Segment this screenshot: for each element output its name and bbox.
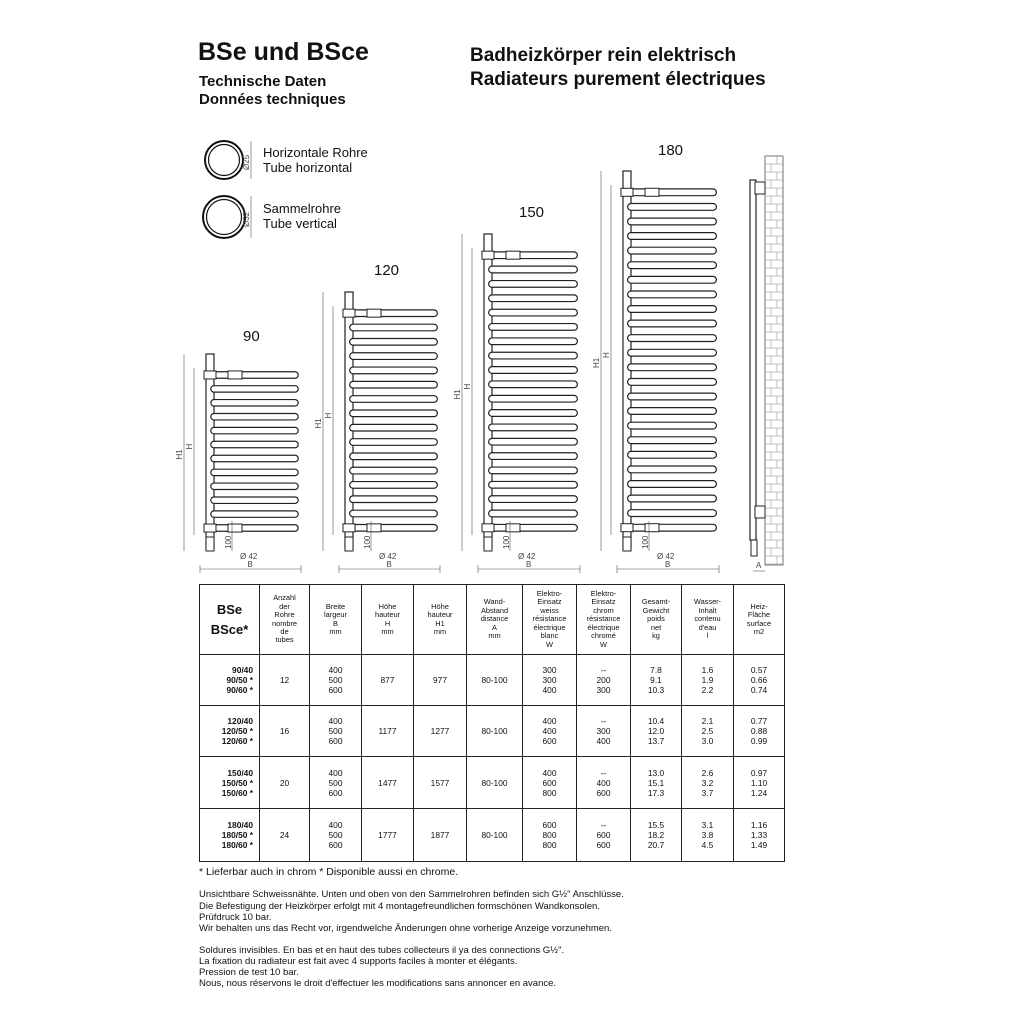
header-height-h: Höhe hauteur H mm	[362, 585, 414, 655]
wall-bracket	[645, 188, 659, 196]
cell-wall-distance: 80-100	[467, 809, 523, 862]
header-tubes: Anzahl der Rohre nombre de tubes	[260, 585, 310, 655]
model-label-180: 180	[658, 142, 684, 159]
wall-bracket	[645, 524, 659, 532]
table-row	[200, 706, 785, 757]
cell-height-h: 877	[362, 655, 414, 706]
spec-table	[199, 584, 785, 862]
header-model: BSe BSce*	[200, 585, 260, 655]
dim-label-b: B	[247, 560, 253, 569]
brick-wall	[765, 156, 783, 565]
page-title: BSe und BSce	[198, 38, 369, 66]
cell-surface: 0.77 0.88 0.99	[734, 706, 785, 757]
header-weight: Gesamt- Gewicht poids net kg	[631, 585, 682, 655]
horizontal-tubes-inner	[492, 255, 574, 528]
cell-weight: 15.5 18.2 20.7	[631, 809, 682, 862]
cell-widths: 400 500 600	[310, 706, 362, 757]
note-line-fr: Nous, nous réservons le droit d'effectuer les modifications sans annoncer en avance.	[199, 978, 557, 989]
cell-height-h1: 977	[414, 655, 467, 706]
dim-label-h1: H1	[453, 389, 462, 400]
horizontal-tubes	[214, 375, 295, 528]
cell-element-chrome: -- 600 600	[577, 809, 631, 862]
cell-surface: 0.97 1.10 1.24	[734, 757, 785, 809]
cell-widths: 400 500 600	[310, 757, 362, 809]
table-row	[200, 655, 785, 706]
dim-label-offset: 100	[502, 535, 511, 549]
cell-water: 2.6 3.2 3.7	[682, 757, 734, 809]
side-bracket	[755, 182, 765, 194]
wall-bracket	[621, 188, 633, 196]
dim-label-h1: H1	[592, 357, 601, 368]
wall-bracket	[204, 371, 216, 379]
heating-element	[345, 537, 353, 551]
wall-bracket	[343, 309, 355, 317]
model-label-150: 150	[519, 204, 545, 221]
legend-vertical-de: Sammelrohre	[263, 201, 342, 216]
subtitle-de: Technische Daten	[199, 73, 327, 90]
radiator-drawing-120	[314, 292, 440, 573]
dim-label-h: H	[602, 352, 611, 358]
cell-element-chrome: -- 200 300	[577, 655, 631, 706]
dim-label-h: H	[463, 383, 472, 390]
cell-tubes: 16	[260, 706, 310, 757]
legend-horizontal-de: Horizontale Rohre	[263, 145, 368, 160]
title-right-de: Badheizkörper rein elektrisch	[470, 45, 737, 66]
cell-wall-distance: 80-100	[467, 706, 523, 757]
wall-bracket	[621, 524, 633, 532]
cell-models: 180/40 180/50 * 180/60 *	[200, 809, 260, 862]
dim-label-offset: 100	[363, 535, 372, 549]
cell-weight: 10.4 12.0 13.7	[631, 706, 682, 757]
side-bracket	[755, 506, 765, 518]
footnote: * Lieferbar auch in chrom * Disponible aussi en chrome.	[199, 866, 459, 878]
wall-bracket	[204, 524, 216, 532]
horizontal-tubes-inner	[214, 375, 295, 528]
cell-height-h: 1477	[362, 757, 414, 809]
cell-element-white: 300 300 400	[523, 655, 577, 706]
table-header-row	[200, 585, 785, 655]
radiator-drawing-90	[175, 354, 301, 573]
table-row	[200, 757, 785, 809]
dim-label-offset: 100	[641, 535, 650, 549]
cell-wall-distance: 80-100	[467, 655, 523, 706]
side-heating-element	[751, 540, 757, 556]
header-element-chrome: Elektro- Einsatz chrom résistance électrique chromé W	[577, 585, 631, 655]
wall-bracket	[367, 309, 381, 317]
model-label-120: 120	[374, 262, 400, 279]
cell-tubes: 24	[260, 809, 310, 862]
dim-label-offset: 100	[224, 535, 233, 549]
header-wall-distance: Wand- Abstand distance A mm	[467, 585, 523, 655]
dim-label-diameter: Ø 42	[240, 552, 258, 561]
cell-element-white: 400 600 800	[523, 757, 577, 809]
dim-label-h: H	[324, 412, 333, 419]
side-view-drawing	[750, 156, 783, 571]
dim-label-h1: H1	[314, 418, 323, 429]
heating-element	[206, 537, 214, 551]
cell-weight: 7.8 9.1 10.3	[631, 655, 682, 706]
note-line-fr: La fixation du radiateur est fait avec 4 supports faciles à monter et élégants.	[199, 956, 518, 967]
cell-element-white: 600 800 800	[523, 809, 577, 862]
cell-models: 90/40 90/50 * 90/60 *	[200, 655, 260, 706]
wall-bracket	[367, 524, 381, 532]
cell-widths: 400 500 600	[310, 655, 362, 706]
cell-surface: 0.57 0.66 0.74	[734, 655, 785, 706]
wall-bracket	[228, 524, 242, 532]
cell-element-chrome: -- 400 600	[577, 757, 631, 809]
note-line-fr: Pression de test 10 bar.	[199, 967, 299, 978]
radiator-drawing-180	[592, 171, 719, 573]
wall-bracket	[228, 371, 242, 379]
cell-height-h1: 1577	[414, 757, 467, 809]
cell-tubes: 20	[260, 757, 310, 809]
legend-vertical-tube-icon	[203, 196, 251, 238]
wall-bracket	[482, 251, 494, 259]
side-collector	[750, 180, 756, 540]
horizontal-tubes	[631, 192, 713, 527]
model-label-90: 90	[243, 328, 260, 345]
note-line-de: Die Befestigung der Heizkörper erfolgt mit 4 montagefreundlichen formschönen Wandkonsolen.	[199, 901, 600, 912]
cell-height-h: 1177	[362, 706, 414, 757]
cell-water: 1.6 1.9 2.2	[682, 655, 734, 706]
dim-label-b: B	[665, 560, 671, 569]
cell-height-h: 1777	[362, 809, 414, 862]
cell-element-white: 400 400 600	[523, 706, 577, 757]
header-element-white: Elektro- Einsatz weiss résistance électrique blanc W	[523, 585, 577, 655]
cell-water: 3.1 3.8 4.5	[682, 809, 734, 862]
header-water: Wasser- Inhalt contenu d'eau l	[682, 585, 734, 655]
wall-bracket	[482, 524, 494, 532]
cell-height-h1: 1877	[414, 809, 467, 862]
table-row	[200, 809, 785, 862]
note-line-de: Wir behalten uns das Recht vor, irgendwelche Änderungen ohne vorherige Anzeige vorzunehmen.	[199, 923, 612, 934]
header-height-h1: Höhe hauteur H1 mm	[414, 585, 467, 655]
cell-models: 150/40 150/50 * 150/60 *	[200, 757, 260, 809]
wall-bracket	[343, 524, 355, 532]
note-line-de: Prüfdruck 10 bar.	[199, 912, 272, 923]
legend-horizontal-tube-icon	[205, 141, 251, 179]
collector-tube	[206, 354, 214, 549]
collector-tube	[623, 171, 631, 549]
heating-element	[623, 537, 631, 551]
dim-label-diameter: Ø 42	[657, 552, 675, 561]
legend-vertical-dim: Ø32	[242, 211, 251, 227]
cell-weight: 13.0 15.1 17.3	[631, 757, 682, 809]
cell-models: 120/40 120/50 * 120/60 *	[200, 706, 260, 757]
dim-label-diameter: Ø 42	[379, 552, 397, 561]
wall-bracket	[506, 524, 520, 532]
title-right-fr: Radiateurs purement électriques	[470, 69, 766, 90]
dim-label-a: A	[756, 561, 762, 570]
wall-bracket	[506, 251, 520, 259]
note-line-de: Unsichtbare Schweissnähte. Unten und oben von den Sammelrohren befinden sich G½" Anschlüsse.	[199, 889, 624, 900]
cell-water: 2.1 2.5 3.0	[682, 706, 734, 757]
dim-label-b: B	[386, 560, 392, 569]
radiator-drawing-150	[453, 234, 580, 573]
dim-label-h1: H1	[175, 449, 184, 460]
legend-horizontal-fr: Tube horizontal	[263, 160, 353, 175]
dim-label-b: B	[526, 560, 532, 569]
horizontal-tubes-inner	[631, 192, 713, 527]
dim-label-h: H	[185, 443, 194, 450]
cell-widths: 400 500 600	[310, 809, 362, 862]
cell-element-chrome: -- 300 400	[577, 706, 631, 757]
dim-label-diameter: Ø 42	[518, 552, 536, 561]
header-width: Breite largeur B mm	[310, 585, 362, 655]
horizontal-tubes	[353, 313, 434, 528]
heating-element	[484, 537, 492, 551]
header-surface: Heiz- Fläche surface m2	[734, 585, 785, 655]
subtitle-fr: Données techniques	[199, 91, 346, 108]
cell-height-h1: 1277	[414, 706, 467, 757]
cell-wall-distance: 80-100	[467, 757, 523, 809]
cell-tubes: 12	[260, 655, 310, 706]
note-line-fr: Soldures invisibles. En bas et en haut des tubes collecteurs il ya des connections G½".	[199, 945, 565, 956]
legend-horizontal-dim: Ø25	[242, 154, 251, 170]
legend-vertical-fr: Tube vertical	[263, 216, 337, 231]
cell-surface: 1.16 1.33 1.49	[734, 809, 785, 862]
